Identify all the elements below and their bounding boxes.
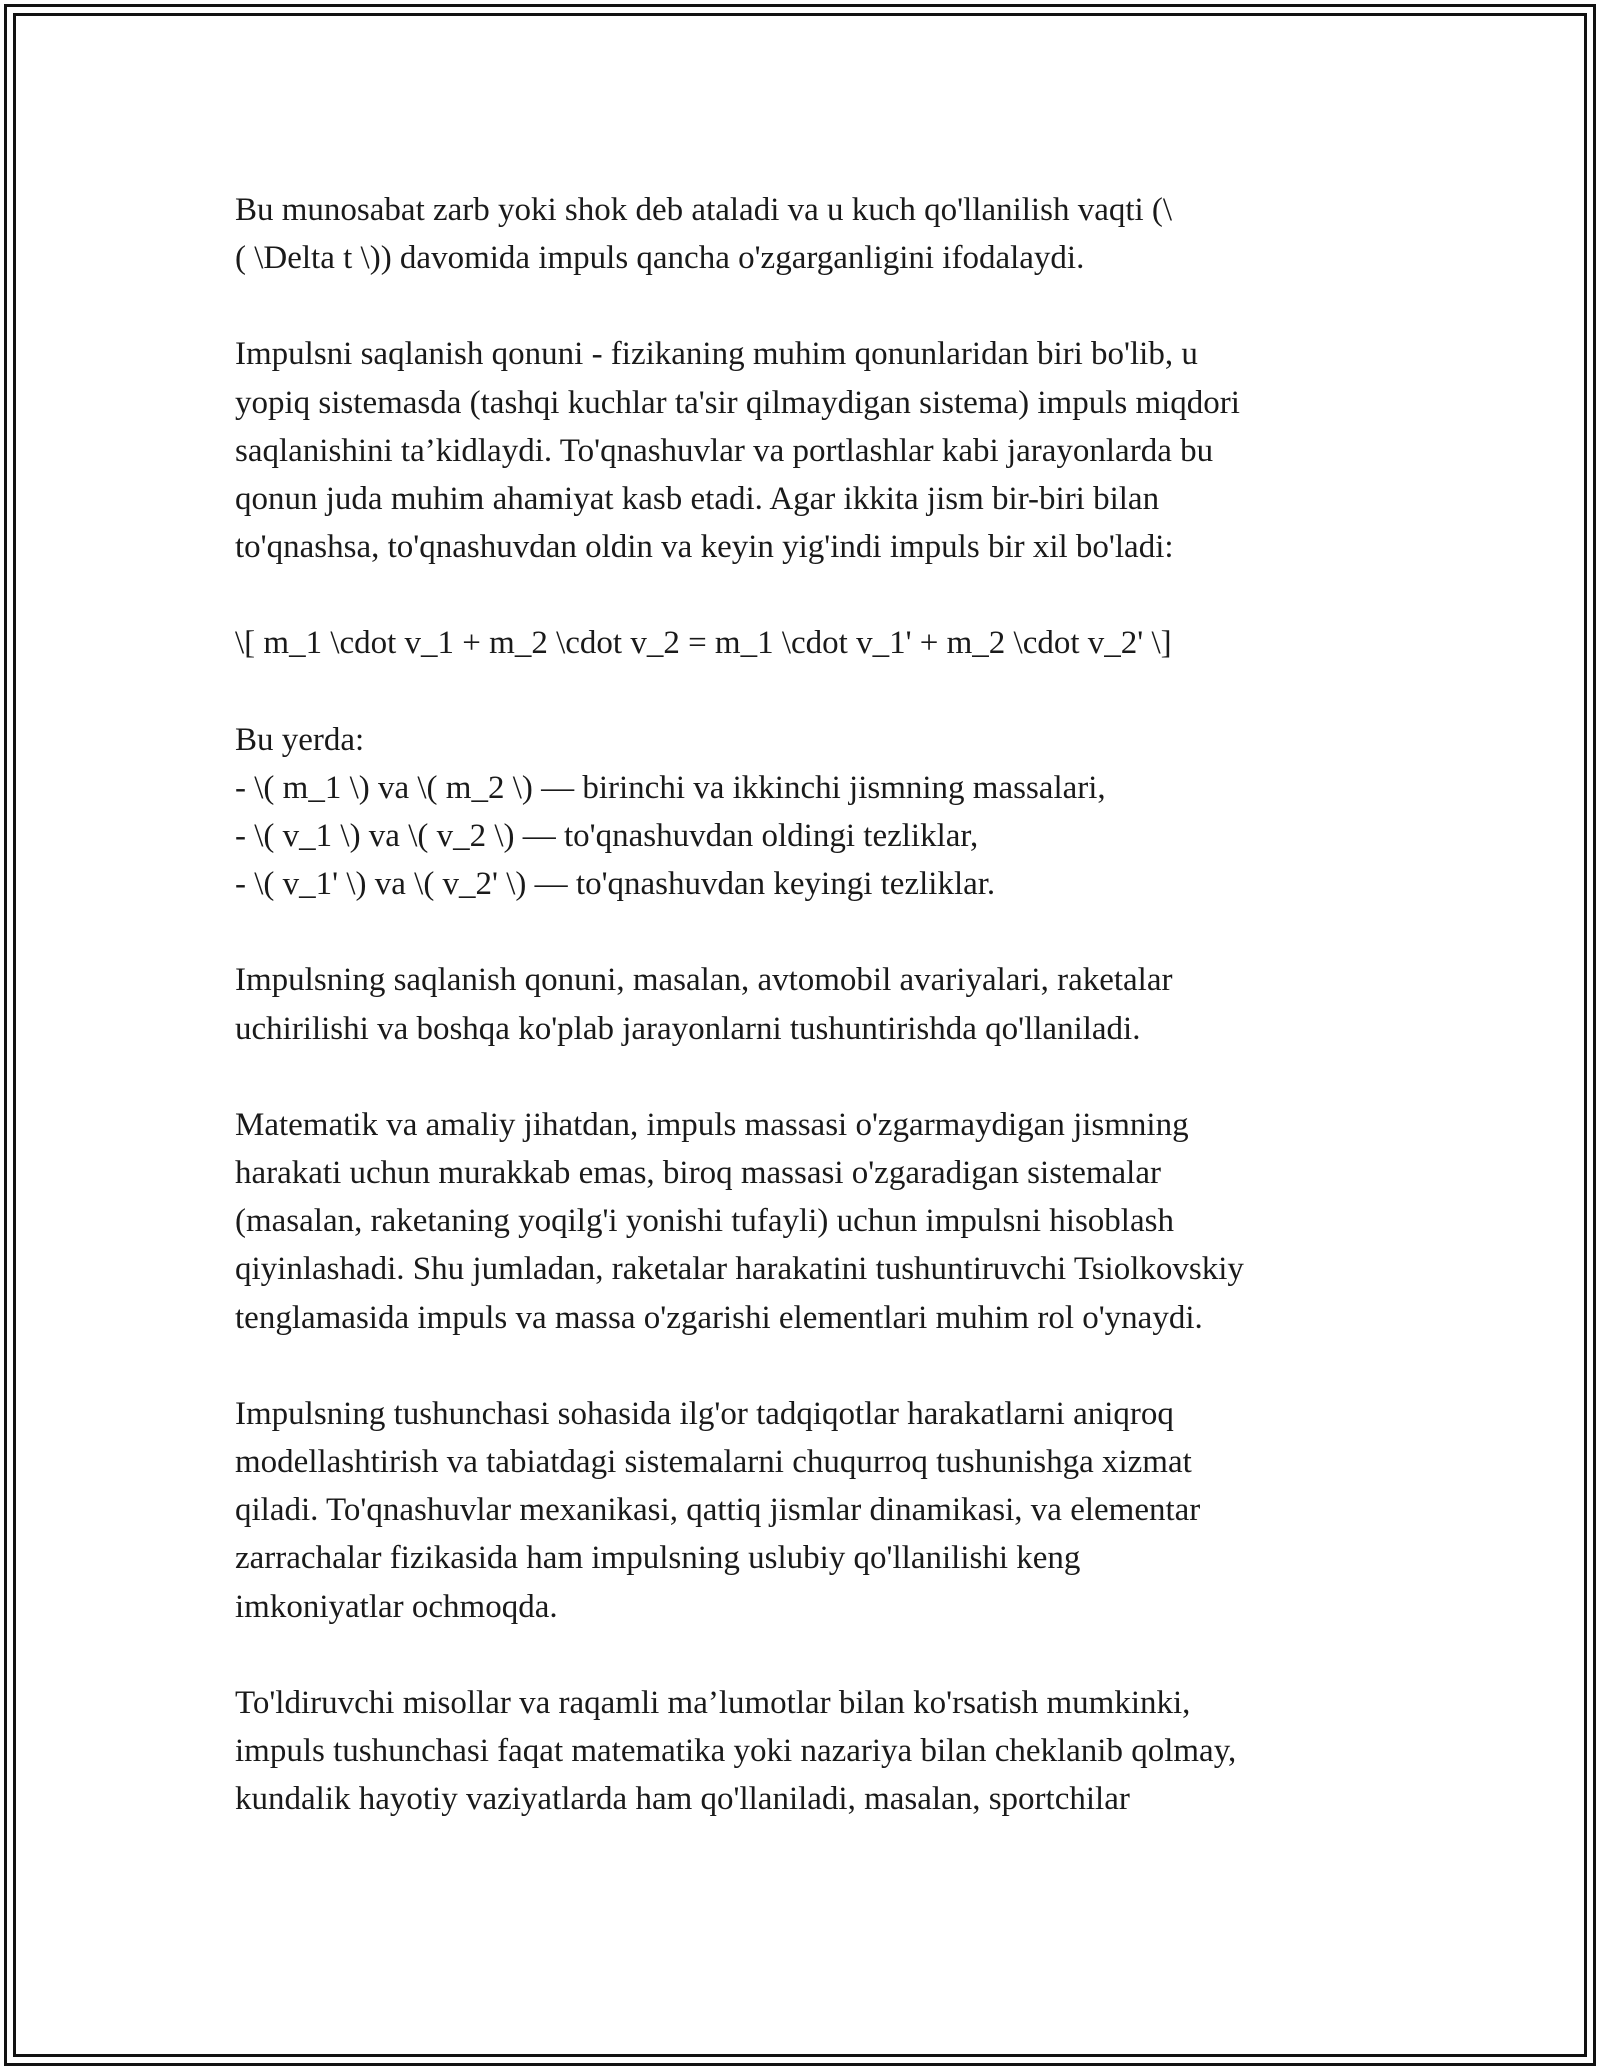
paragraph-impulse-shock [235, 186, 1385, 282]
document-body [235, 186, 1385, 1871]
text-line: uchirilishi va boshqa ko'plab jarayonlarni tushuntirishda qo'llaniladi. [235, 1010, 1141, 1047]
list-item: - \( v_1 \) va \( v_2 \) — to'qnashuvdan oldingi tezliklar, [235, 818, 979, 855]
text-line: saqlanishini ta’kidlaydi. To'qnashuvlar va portlashlar kabi jarayonlarda bu [235, 432, 1214, 469]
text-line: Bu munosabat zarb yoki shok deb ataladi va u kuch qo'llanilish vaqti (\ [235, 192, 1173, 228]
paragraph-variable-mass [235, 1101, 1385, 1342]
text-line: kundalik hayotiy vaziyatlarda ham qo'llaniladi, masalan, sportchilar [235, 1781, 1130, 1818]
text-line: Impulsning tushunchasi sohasida ilg'or tadqiqotlar harakatlarni aniqroq [235, 1395, 1174, 1432]
text-line: modellashtirish va tabiatdagi sistemalarni chuqurroq tushunishga xizmat [235, 1444, 1192, 1481]
text-line: yopiq sistemasda (tashqi kuchlar ta'sir qilmaydigan sistema) impuls miqdori [235, 384, 1240, 421]
text-line: qiladi. To'qnashuvlar mexanikasi, qattiq jismlar dinamikasi, va elementar [235, 1492, 1201, 1529]
text-line: tenglamasida impuls va massa o'zgarishi elementlari muhim rol o'ynaydi. [235, 1299, 1203, 1336]
paragraph-formula [235, 619, 1385, 667]
text-line: zarrachalar fizikasida ham impulsning uslubiy qo'llanilishi keng [235, 1540, 1081, 1577]
paragraph-conservation-law [235, 330, 1385, 571]
formula-line: \[ m_1 \cdot v_1 + m_2 \cdot v_2 = m_1 \cdot v_1' + m_2 \cdot v_2' \] [235, 625, 1172, 662]
paragraph-applications [235, 956, 1385, 1052]
text-line: to'qnashsa, to'qnashuvdan oldin va keyin yig'indi impuls bir xil bo'ladi: [235, 529, 1174, 566]
paragraph-variable-definitions [235, 716, 1385, 909]
text-line: qonun juda muhim ahamiyat kasb etadi. Agar ikkita jism bir-biri bilan [235, 481, 1160, 518]
paragraph-research [235, 1390, 1385, 1631]
text-line: qiyinlashadi. Shu jumladan, raketalar harakatini tushuntiruvchi Tsiolkovskiy [235, 1251, 1244, 1288]
list-item: - \( m_1 \) va \( m_2 \) — birinchi va ikkinchi jismning massalari, [235, 769, 1106, 806]
text-line: impuls tushunchasi faqat matematika yoki nazariya bilan cheklanib qolmay, [235, 1733, 1237, 1770]
text-line: (masalan, raketaning yoqilg'i yonishi tufayli) uchun impulsni hisoblash [235, 1203, 1174, 1240]
list-item: - \( v_1' \) va \( v_2' \) — to'qnashuvdan keyingi tezliklar. [235, 866, 996, 903]
text-line: Bu yerda: [235, 721, 365, 758]
text-line: Impulsni saqlanish qonuni - fizikaning muhim qonunlaridan biri bo'lib, u [235, 336, 1198, 373]
text-line: To'ldiruvchi misollar va raqamli ma’lumotlar bilan ko'rsatish mumkinki, [235, 1684, 1191, 1721]
text-line: imkoniyatlar ochmoqda. [235, 1588, 558, 1625]
text-line: harakati uchun murakkab emas, biroq massasi o'zgaradigan sistemalar [235, 1155, 1161, 1192]
text-line: ( \Delta t \)) davomida impuls qancha o'zgarganligini ifodalaydi. [235, 240, 1085, 277]
text-line: Impulsning saqlanish qonuni, masalan, avtomobil avariyalari, raketalar [235, 962, 1173, 999]
text-line: Matematik va amaliy jihatdan, impuls massasi o'zgarmaydigan jismning [235, 1106, 1189, 1143]
paragraph-everyday-examples [235, 1679, 1385, 1824]
